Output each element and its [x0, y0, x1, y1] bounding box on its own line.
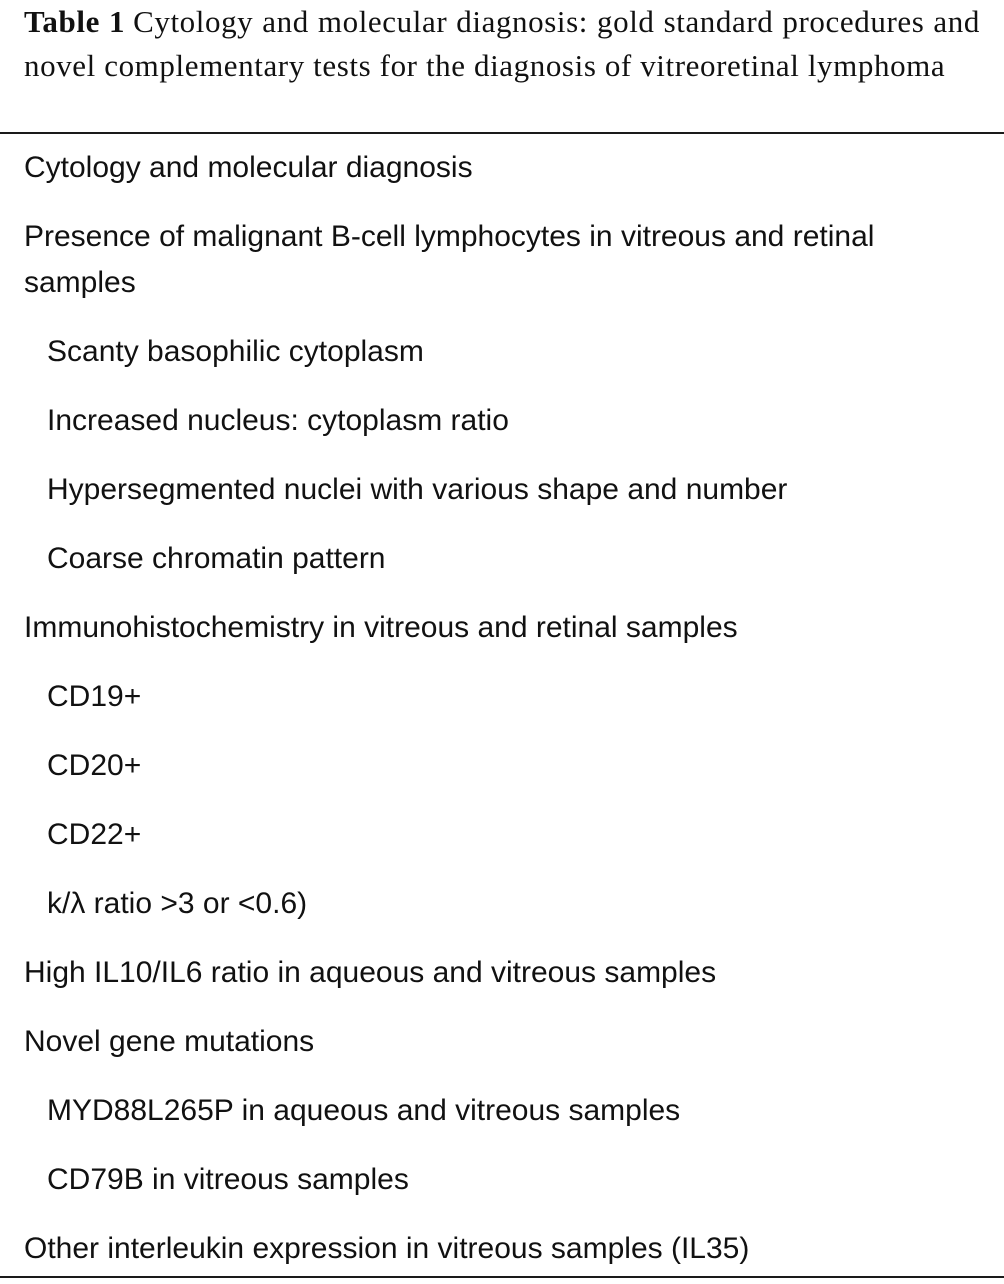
table-row	[0, 456, 1004, 525]
row-text: Immunohistochemistry in vitreous and retinal samples	[24, 611, 738, 644]
row-text: High IL10/IL6 ratio in aqueous and vitreous samples	[24, 956, 717, 989]
row-text: CD20+	[47, 749, 142, 782]
table-row	[0, 939, 1004, 1008]
table-row	[0, 318, 1004, 387]
table-row	[0, 1077, 1004, 1146]
table-row	[0, 801, 1004, 870]
table-caption	[24, 0, 980, 88]
table-row	[0, 870, 1004, 939]
row-text: Cytology and molecular diagnosis	[24, 151, 473, 184]
table-title: Cytology and molecular diagnosis: gold standard procedures and novel complementary tests for the diagnosis of vitreoretinal lymphoma	[24, 4, 980, 83]
bottom-rule	[0, 1276, 1004, 1278]
row-text: CD79B in vitreous samples	[47, 1163, 409, 1196]
table-row	[0, 1215, 1004, 1284]
table-row	[0, 134, 1004, 203]
table-row	[0, 732, 1004, 801]
row-text: CD22+	[47, 818, 142, 851]
row-text: Scanty basophilic cytoplasm	[47, 335, 424, 368]
table-body	[0, 134, 1004, 1284]
table-row	[0, 203, 1004, 318]
table-row	[0, 387, 1004, 456]
table-row	[0, 1008, 1004, 1077]
row-text: Hypersegmented nuclei with various shape and number	[47, 473, 788, 506]
table-label: Table 1	[24, 4, 126, 39]
row-text: Other interleukin expression in vitreous samples (IL35)	[24, 1232, 750, 1265]
table-row	[0, 525, 1004, 594]
row-text: MYD88L265P in aqueous and vitreous samples	[47, 1094, 681, 1127]
row-text: Increased nucleus: cytoplasm ratio	[47, 404, 509, 437]
row-text: Novel gene mutations	[24, 1025, 315, 1058]
row-text: CD19+	[47, 680, 142, 713]
row-text: k/λ ratio >3 or <0.6)	[47, 887, 308, 920]
table-row	[0, 1146, 1004, 1215]
row-text: Coarse chromatin pattern	[47, 542, 386, 575]
row-text: Presence of malignant B-cell lymphocytes in vitreous and retinal samples	[24, 220, 875, 299]
table-row	[0, 594, 1004, 663]
table-row	[0, 663, 1004, 732]
